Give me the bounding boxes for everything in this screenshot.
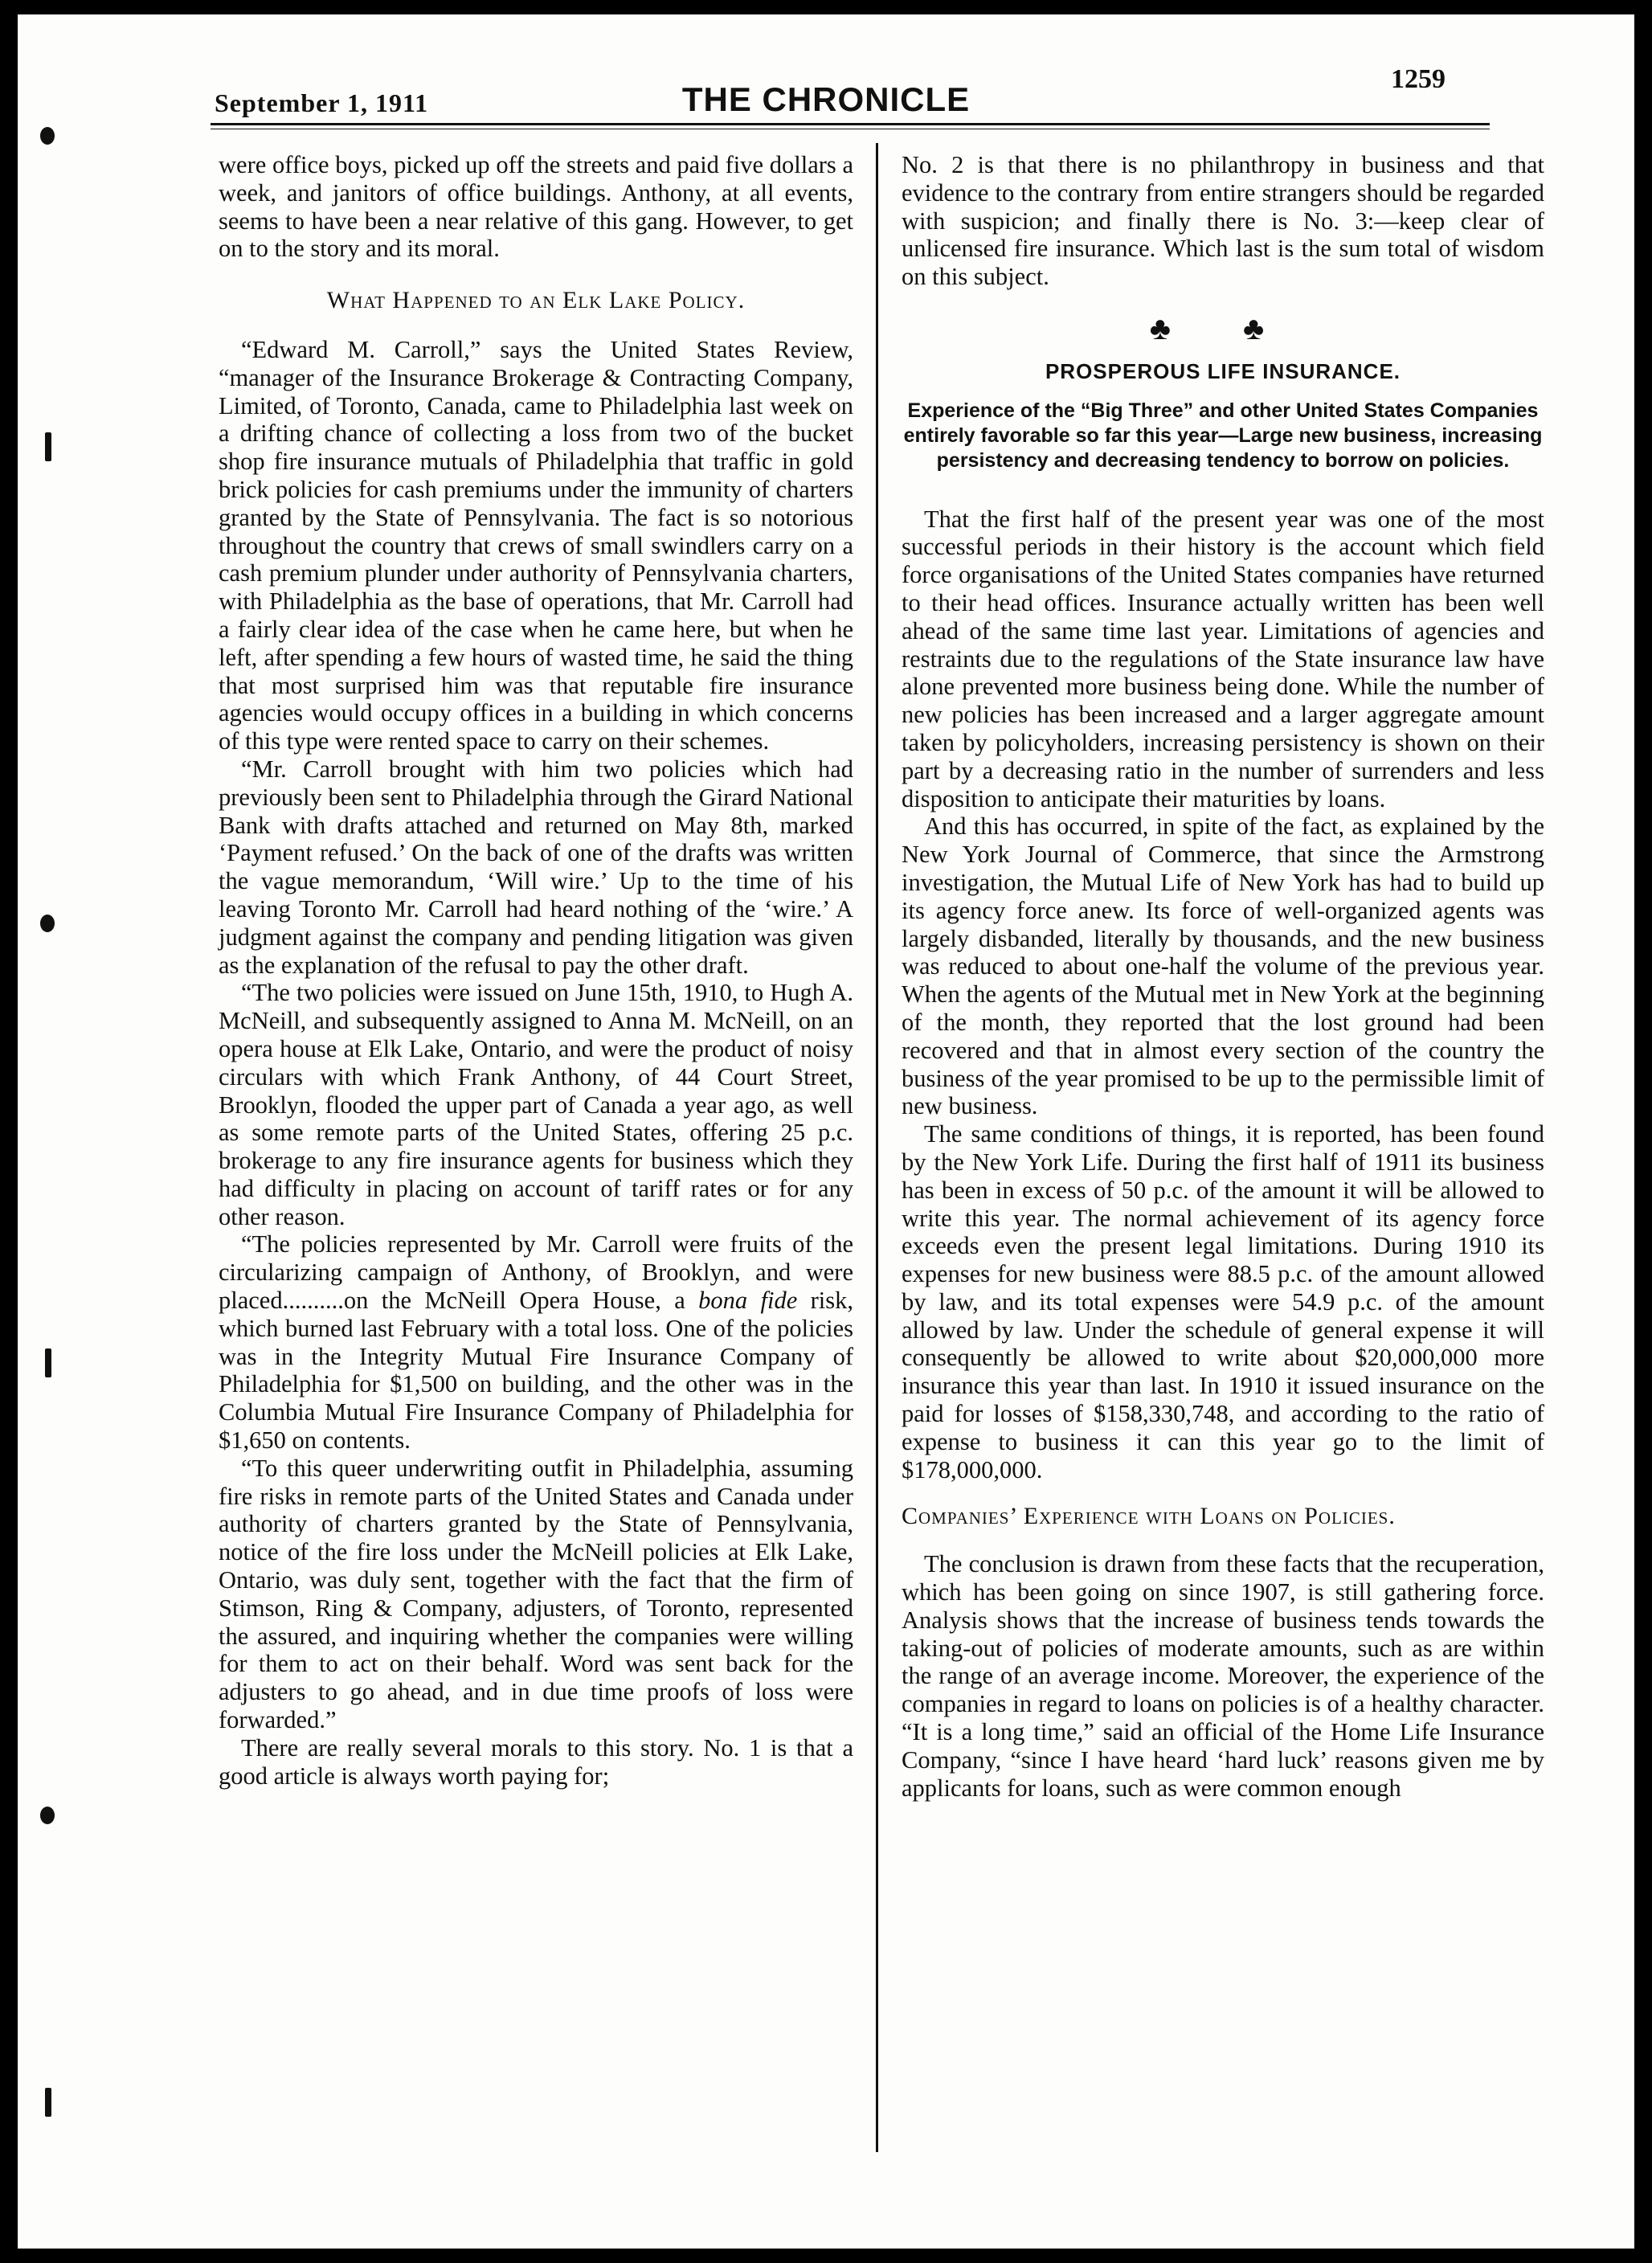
page-content: [18, 14, 1634, 2249]
binding-mark: [45, 1348, 51, 1377]
binding-hole: [40, 1807, 55, 1824]
right-column: [902, 151, 1544, 1802]
paragraph: No. 2 is that there is no philanthropy in business and that evidence to the contrary from entire strangers should be regarded with suspicion; and finally there is No. 3:—keep clear of unlicensed fire insurance. Which last is the sum total of wisdom on this subject.: [902, 151, 1544, 291]
binding-hole: [40, 915, 55, 932]
header-rule-thick: [211, 123, 1490, 125]
paragraph: “To this queer underwriting outfit in Philadelphia, assuming fire risks in remote parts of the United States and Canada under authority of charters granted by the State of Pennsylvania, notice of the fire loss under the McNeill policies at Elk Lake, Ontario, was duly sent, together with the fact that the firm of Stimson, Ring & Company, adjusters, of Toronto, represented the assured, and inquiring whether the companies were willing for them to act on their behalf. Word was sent back for the adjusters to go ahead, and in due time proofs of loss were forwarded.”: [219, 1454, 853, 1734]
binding-hole: [40, 127, 55, 145]
paragraph: There are really several morals to this story. No. 1 is that a good article is always worth paying for;: [219, 1733, 853, 1790]
article-title: PROSPEROUS LIFE INSURANCE.: [1045, 358, 1401, 383]
paragraph: That the first half of the present year was one of the most successful periods in their history is the account which field force organisations of the United States companies have returned to their head offices. Insurance actually written has been well ahead of the same time last year. Limitations of agencies and restraints due to the regulations of the State insurance law have alone prevented more business being done. While the number of new policies has been increased and a larger aggregate amount taken by policyholders, increasing persistency is shown on their part by a decreasing ratio in the number of surrenders and less disposition to anticipate their maturities by loans.: [902, 505, 1544, 812]
column-divider: [876, 143, 878, 2152]
paragraph: “The two policies were issued on June 15th, 1910, to Hugh A. McNeill, and subsequently assigned to Anna M. McNeill, on an opera house at Elk Lake, Ontario, and were the product of noisy circulars with which Frank Anthony, of 44 Court Street, Brooklyn, flooded the upper part of Canada a year ago, as well as some remote parts of the United States, offering 25 p.c. brokerage to any fire insurance agents for business which they had difficulty in placing on account of tariff rates or for any other reason.: [219, 979, 853, 1230]
page: [18, 14, 1634, 2249]
paragraph: were office boys, picked up off the streets and paid five dollars a week, and janitors of office buildings. Anthony, at all events, seems to have been a near relative of this gang. However, to get on to the story and its moral.: [219, 151, 853, 263]
issue-date: September 1, 1911: [215, 88, 429, 117]
section-heading: Companies’ Experience with Loans on Policies.: [902, 1503, 1396, 1530]
paragraph: The conclusion is drawn from these facts that the recuperation, which has been going on since 1907, is still gathering force. Analysis shows that the increase of business tends towards the taking-out of policies of moderate amounts, such as are within the range of an average income. Moreover, the experience of the companies in regard to loans on policies is of a healthy character. “It is a long time,” said an official of the Home Life Insurance Company, “since I have heard ‘hard luck’ reasons given me by applicants for loans, such as were common enough: [902, 1550, 1544, 1802]
section-heading: What Happened to an Elk Lake Policy.: [326, 287, 746, 314]
ornament-divider: ♣ ♣: [1149, 309, 1297, 346]
binding-mark: [45, 2088, 51, 2117]
paragraph: The same conditions of things, it is reported, has been found by the New York Life. During the first half of 1911 its business has been in excess of 50 p.c. of the amount it will be allowed to write this year. The normal achievement of its agency force exceeds even the present legal limitations. During 1910 its expenses for new business were 88.5 p.c. of the amount allowed by law, and its total expenses were 54.9 p.c. of the amount allowed by law. Under the schedule of general expense it will consequently be allowed to write about $20,000,000 more insurance this year than last. In 1910 it issued insurance on the paid for losses of $158,330,748, and according to the ratio of expense to business it can this year go to the limit of $178,000,000.: [902, 1120, 1544, 1483]
page-number: 1259: [1391, 64, 1446, 94]
binding-mark: [45, 432, 51, 461]
paragraph: “Edward M. Carroll,” says the United States Review, “manager of the Insurance Brokerage & Contracting Company, Limited, of Toronto, Canada, came to Philadelphia last week on a drifting chance of collecting a loss from two of the bucket shop fire insurance mutuals of Philadelphia that traffic in gold brick policies for cash premiums under the immunity of charters granted by the State of Pennsylvania. The fact is so notorious throughout the country that crews of small swindlers carry on a cash premium plunder under authority of Pennsylvania charters, with Philadelphia as the base of operations, that Mr. Carroll had a fairly clear idea of the case when he came here, but when he left, after spending a few hours of wasted time, he said the thing that most surprised him was that reputable fire insurance agencies would occupy offices in a building in which concerns of this type were rented space to carry on their schemes.: [219, 335, 853, 755]
italic-phrase: bona fide: [698, 1287, 798, 1315]
paragraph: “Mr. Carroll brought with him two policies which had previously been sent to Philadelphia through the Girard National Bank with drafts attached and returned on May 8th, marked ‘Payment refused.’ On the back of one of the drafts was written the vague memorandum, ‘Will wire.’ Up to the time of his leaving Toronto Mr. Carroll had heard nothing of the ‘wire.’ A judgment against the company and pending litigation was given as the explanation of the refusal to pay the other draft.: [219, 755, 853, 979]
text-run: risk, which burned last February with a total loss. One of the policies was in the Integrity Mutual Fire Insurance Company of Philadelphia for $1,500 on building, and the other was in the Columbia Mutual Fire Insurance Company of Philadelphia for $1,650 on contents.: [219, 1287, 854, 1455]
text-run: “The policies represented by Mr. Carroll were fruits of the circularizing campaign of Anthony, of Brooklyn, and were placed..........on the McNeill Opera House, a: [219, 1230, 853, 1315]
article-deck: Experience of the “Big Three” and other United States Companies entirely favorable so far this year—Large new business, increasing persistency and decreasing tendency to borrow on policies.: [903, 399, 1543, 472]
paragraph: And this has occurred, in spite of the fact, as explained by the New York Journal of Commerce, that since the Armstrong investigation, the Mutual Life of New York has had to build up its agency force anew. Its force of well-organized agents was largely disbanded, literally by thousands, and the new business was reduced to about one-half the volume of the previous year. When the agents of the Mutual met in New York at the beginning of the month, they reported that the lost ground had been recovered and that in almost every section of the country the business of the year promised to be up to the permissible limit of new business.: [902, 812, 1544, 1120]
publication-title: THE CHRONICLE: [681, 80, 971, 118]
running-header: [198, 64, 1454, 121]
left-column: [219, 151, 853, 1790]
paragraph: [219, 1230, 853, 1454]
